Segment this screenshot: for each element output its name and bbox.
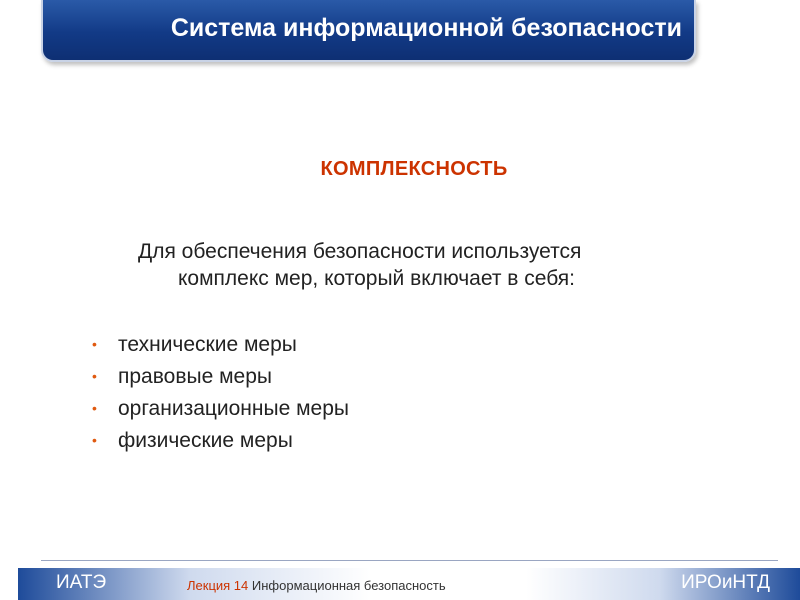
footer-lecture-number: Лекция 14 xyxy=(187,578,249,593)
measure-label: организационные меры xyxy=(118,397,349,420)
measures-list xyxy=(92,331,349,459)
intro-line-1: Для обеспечения безопасности используется xyxy=(138,240,582,263)
footer-divider xyxy=(41,560,778,561)
list-item xyxy=(92,427,349,459)
bullet-icon: • xyxy=(92,400,97,416)
section-heading: КОМПЛЕКСНОСТЬ xyxy=(320,158,508,180)
footer-institute-label: ИАТЭ xyxy=(56,572,107,593)
bullet-icon: • xyxy=(92,368,97,384)
footer-lecture-info xyxy=(187,578,446,593)
measure-label: правовые меры xyxy=(118,365,272,388)
list-item xyxy=(92,331,349,363)
measure-label: физические меры xyxy=(118,429,293,452)
footer-course-name: Информационная безопасность xyxy=(251,578,446,593)
intro-paragraph xyxy=(138,238,738,292)
list-item xyxy=(92,395,349,427)
measure-label: технические меры xyxy=(118,333,297,356)
slide-title: Система информационной безопасности xyxy=(170,14,682,42)
title-banner xyxy=(41,0,696,62)
bullet-icon: • xyxy=(92,336,97,352)
list-item xyxy=(92,363,349,395)
bullet-icon: • xyxy=(92,432,97,448)
intro-line-2: комплекс мер, который включает в себя: xyxy=(178,267,575,290)
footer-department-label: ИРОиНТД xyxy=(681,572,770,593)
